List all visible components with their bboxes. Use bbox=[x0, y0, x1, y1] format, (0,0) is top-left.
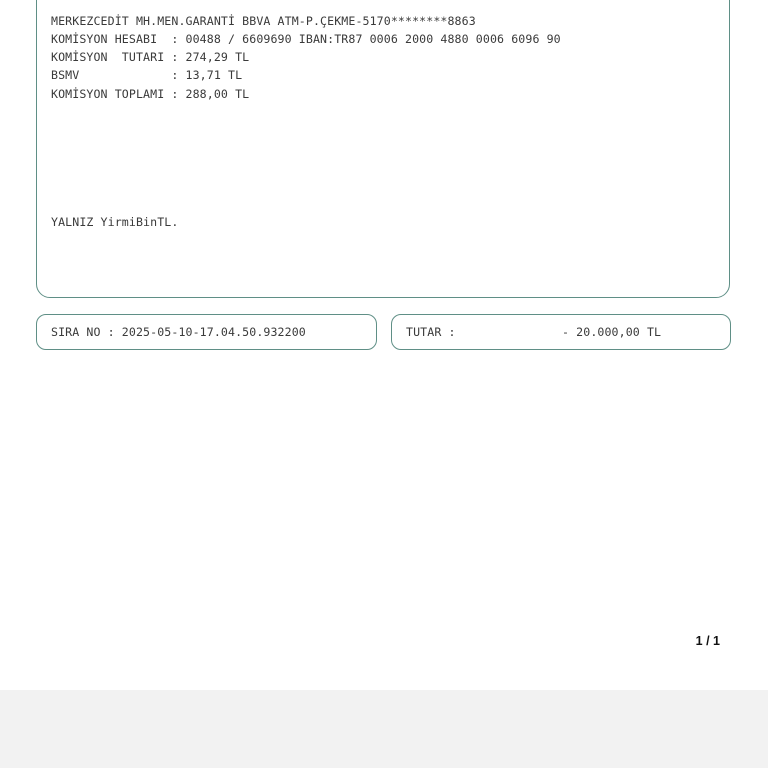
amount-in-words: YALNIZ YirmiBinTL. bbox=[51, 215, 179, 229]
total-amount-box bbox=[391, 314, 731, 350]
commission-total: KOMİSYON TOPLAMI : 288,00 TL bbox=[51, 87, 250, 101]
sequence-number: SIRA NO : 2025-05-10-17.04.50.932200 bbox=[51, 325, 306, 339]
viewer-background bbox=[0, 690, 768, 768]
commission-account: KOMİSYON HESABI : 00488 / 6609690 IBAN:TR87 0006 2000 4880 0006 6096 90 bbox=[51, 32, 561, 46]
sequence-number-box bbox=[36, 314, 377, 350]
total-label: TUTAR : bbox=[406, 325, 456, 339]
transaction-description: MERKEZCEDİT MH.MEN.GARANTİ BBVA ATM-P.ÇEKME-5170********8863 bbox=[51, 14, 476, 28]
bsmv-amount: BSMV : 13,71 TL bbox=[51, 68, 243, 82]
total-value: - 20.000,00 TL bbox=[562, 325, 662, 339]
page-number: 1 / 1 bbox=[695, 634, 720, 648]
commission-amount: KOMİSYON TUTARI : 274,29 TL bbox=[51, 50, 250, 64]
